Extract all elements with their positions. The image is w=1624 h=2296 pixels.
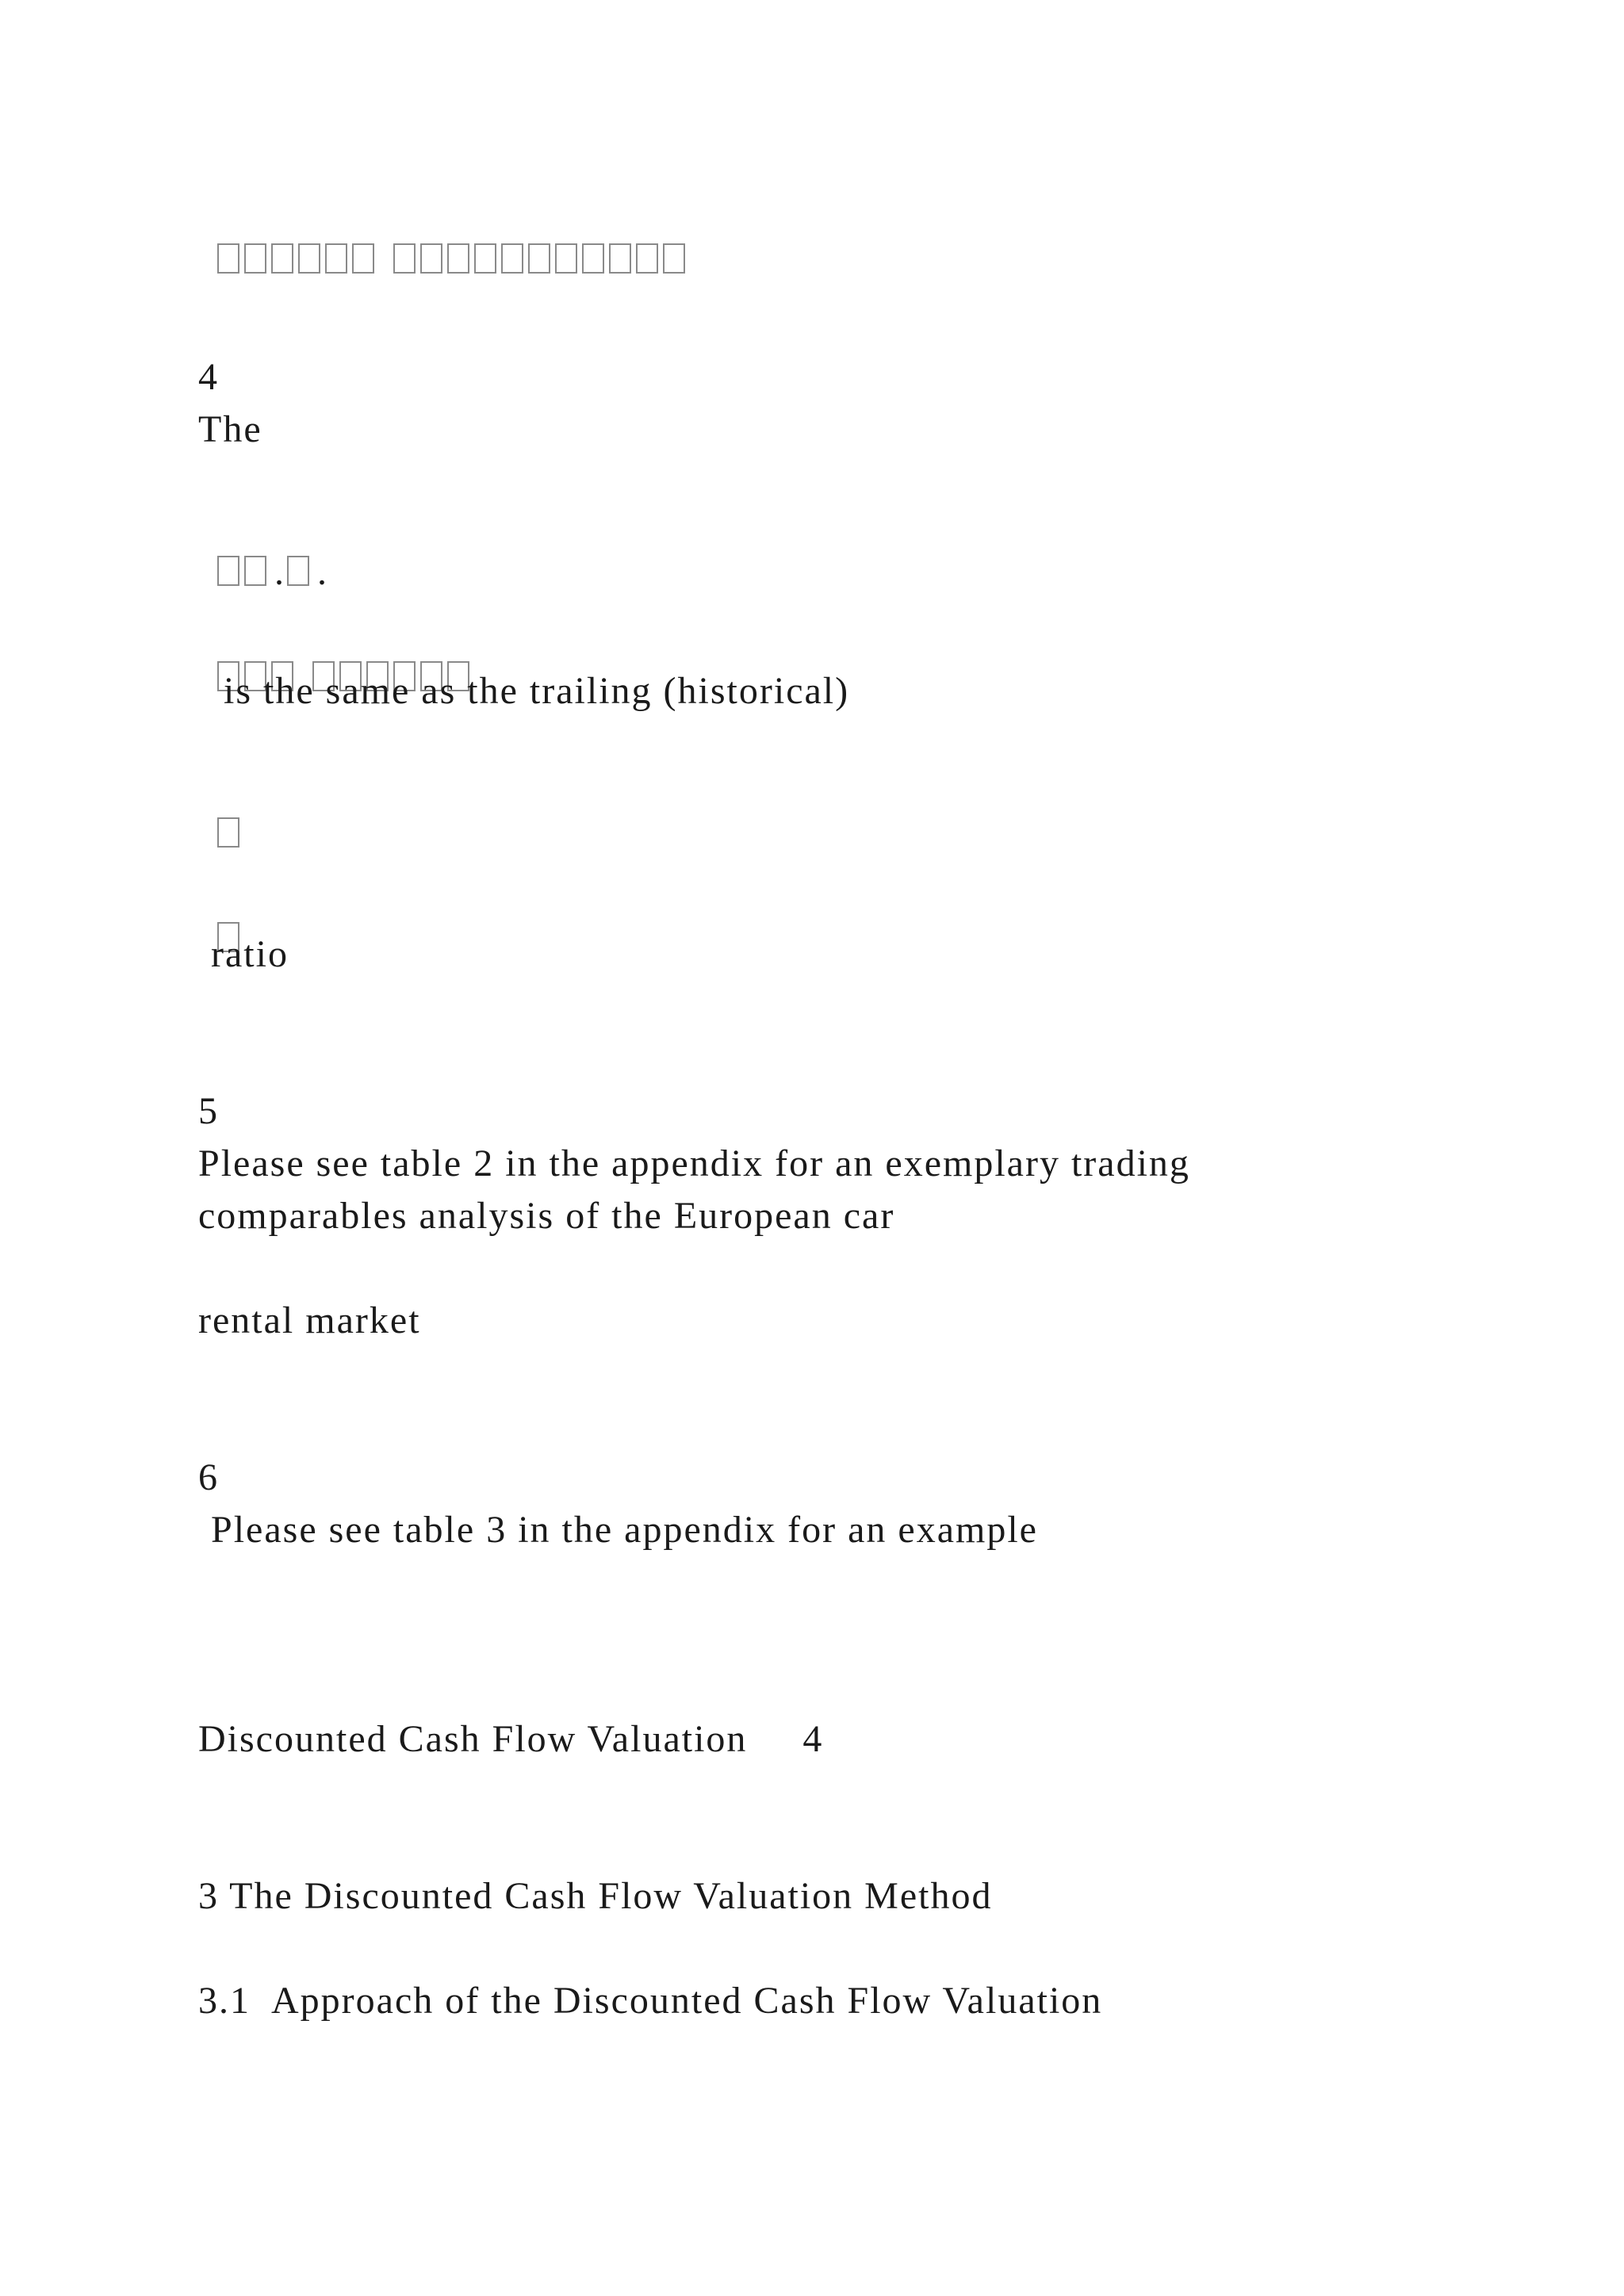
garbled-header xyxy=(198,203,690,317)
footnote-4-text-end: ratio xyxy=(211,933,289,975)
footnote-4-number: 4 xyxy=(198,356,219,398)
subsection-number: 3.1 xyxy=(198,1980,251,2022)
footnote-5-number: 5 xyxy=(198,1090,219,1132)
footnote-4-text-before: The xyxy=(198,408,262,450)
running-header-page-number: 4 xyxy=(802,1718,824,1760)
footnote-6-number: 6 xyxy=(198,1456,219,1498)
section-number: 3 xyxy=(198,1875,219,1917)
running-header xyxy=(198,1720,823,1758)
footnote-6-text: Please see table 3 in the appendix for an example xyxy=(211,1509,1038,1551)
section-title: The Discounted Cash Flow Valuation Method xyxy=(229,1875,993,1917)
footnote-5-line-1: Please see table 2 in the appendix for an exemplary trading xyxy=(198,1142,1190,1184)
footnote-4-missing-abbrev: . . xyxy=(198,515,330,629)
section-heading xyxy=(198,1877,993,1915)
subsection-heading xyxy=(198,1982,1102,2020)
footnote-5-line-3: rental market xyxy=(198,1299,421,1341)
running-header-title: Discounted Cash Flow Valuation xyxy=(198,1718,748,1760)
subsection-title: Approach of the Discounted Cash Flow Valuation xyxy=(271,1980,1103,2022)
footnote-4-missing-glyph-1 xyxy=(198,777,244,891)
footnote-5-line-2: comparables analysis of the European car xyxy=(198,1195,895,1237)
footnote-4-text-after: is the same as the trailing (historical) xyxy=(224,670,850,712)
